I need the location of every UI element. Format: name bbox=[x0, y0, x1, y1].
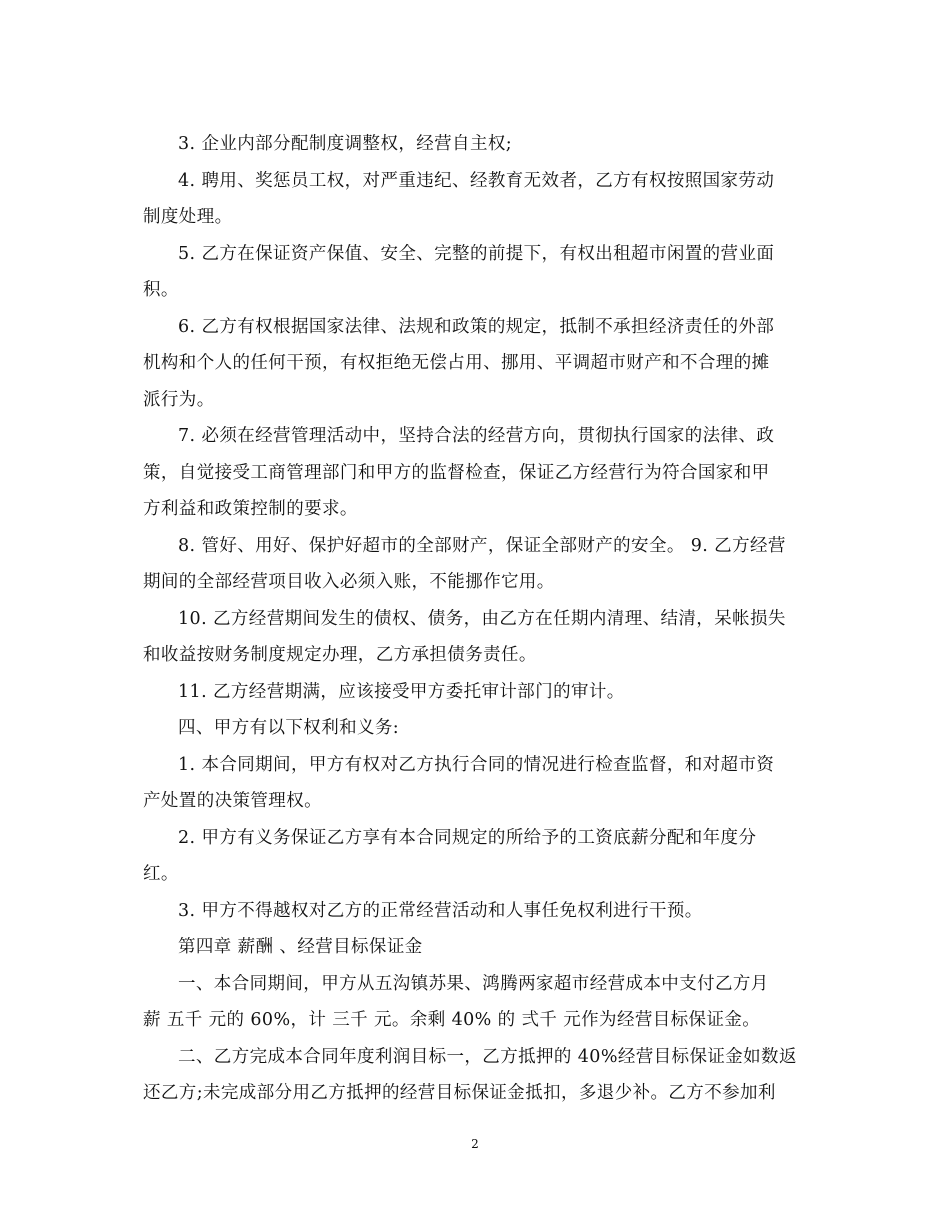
paragraph-line: 一、本合同期间，甲方从五沟镇苏果、鸿腾两家超市经营成本中支付乙方月 bbox=[178, 973, 769, 994]
paragraph-line: 产处置的决策管理权。 bbox=[143, 791, 322, 811]
paragraph-line: 期间的全部经营项目收入必须入账，不能挪作它用。 bbox=[143, 572, 555, 592]
paragraph-line: 6. 乙方有权根据国家法律、法规和政策的规定，抵制不承担经济责任的外部 bbox=[178, 316, 775, 337]
paragraph-line: 4. 聘用、奖惩员工权，对严重违纪、经教育无效者，乙方有权按照国家劳动 bbox=[178, 170, 775, 191]
paragraph-line: 派行为。 bbox=[143, 389, 215, 410]
paragraph-line: 策，自觉接受工商管理部门和甲方的监督检查，保证乙方经营行为符合国家和甲 bbox=[143, 462, 770, 483]
paragraph-11 bbox=[143, 820, 813, 893]
paragraph-6 bbox=[143, 528, 813, 601]
paragraph-7 bbox=[143, 601, 813, 674]
paragraph-line: 机构和个人的任何干预，有权拒绝无偿占用、挪用、平调超市财产和不合理的摊 bbox=[143, 353, 770, 373]
paragraph-line: 7. 必须在经营管理活动中，坚持合法的经营方向，贯彻执行国家的法律、政 bbox=[178, 426, 775, 446]
document-body bbox=[143, 126, 813, 1112]
paragraph-line: 四、甲方有以下权利和义务: bbox=[178, 718, 400, 738]
paragraph-line: 积。 bbox=[143, 280, 179, 300]
paragraph-4 bbox=[143, 309, 813, 419]
paragraph-line: 方利益和政策控制的要求。 bbox=[143, 499, 358, 519]
paragraph-line: 8. 管好、用好、保护好超市的全部财产，保证全部财产的安全。 9. 乙方经营 bbox=[178, 535, 786, 556]
paragraph-5 bbox=[143, 418, 813, 528]
paragraph-line: 11. 乙方经营期满，应该接受甲方委托审计部门的审计。 bbox=[178, 681, 625, 702]
paragraph-15 bbox=[143, 1039, 813, 1112]
paragraph-3 bbox=[143, 236, 813, 309]
paragraph-line: 制度处理。 bbox=[143, 207, 233, 227]
paragraph-line: 5. 乙方在保证资产保值、安全、完整的前提下，有权出租超市闲置的营业面 bbox=[178, 243, 775, 264]
paragraph-line: 还乙方;未完成部分用乙方抵押的经营目标保证金抵扣，多退少补。乙方不参加利 bbox=[143, 1083, 776, 1103]
paragraph-line: 10. 乙方经营期间发生的债权、债务，由乙方在任期内清理、结清，呆帐损失 bbox=[178, 608, 786, 629]
paragraph-14 bbox=[143, 966, 813, 1039]
paragraph-10 bbox=[143, 747, 813, 820]
chapter-heading bbox=[143, 929, 813, 966]
paragraph-line: 薪 五千 元的 60%，计 三千 元。余剩 40% 的 弍千 元作为经营目标保证金。 bbox=[143, 1010, 761, 1030]
paragraph-12 bbox=[143, 893, 813, 930]
paragraph-line: 3. 企业内部分配制度调整权，经营自主权; bbox=[178, 134, 513, 154]
paragraph-line: 2. 甲方有义务保证乙方享有本合同规定的所给予的工资底薪分配和年度分 bbox=[178, 827, 757, 848]
paragraph-line: 二、乙方完成本合同年度利润目标一，乙方抵押的 40%经营目标保证金如数返 bbox=[178, 1046, 797, 1067]
paragraph-line: 1. 本合同期间，甲方有权对乙方执行合同的情况进行检查监督，和对超市资 bbox=[178, 754, 775, 775]
paragraph-line: 红。 bbox=[143, 864, 179, 884]
paragraph-1 bbox=[143, 126, 813, 163]
section-heading-party-a-rights bbox=[143, 710, 813, 747]
paragraph-line: 和收益按财务制度规定办理，乙方承担债务责任。 bbox=[143, 645, 537, 665]
paragraph-line: 第四章 薪酬 、经营目标保证金 bbox=[178, 937, 423, 957]
paragraph-line: 3. 甲方不得越权对乙方的正常经营活动和人事任免权利进行干预。 bbox=[178, 900, 703, 921]
paragraph-2 bbox=[143, 163, 813, 236]
page-number: 2 bbox=[471, 1137, 479, 1151]
paragraph-8 bbox=[143, 674, 813, 711]
